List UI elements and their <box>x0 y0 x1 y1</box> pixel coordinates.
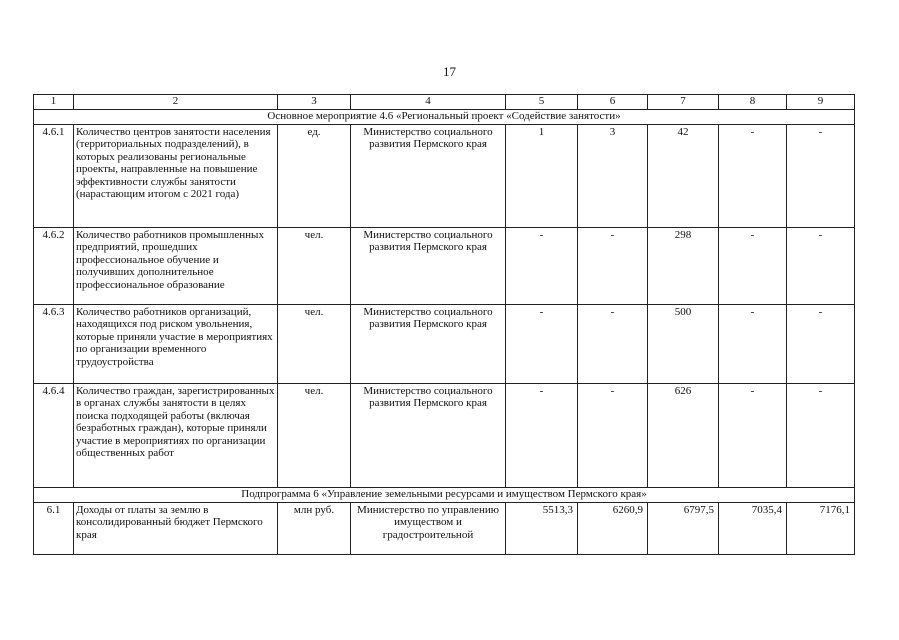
indicator-name: Количество центров занятости населения (территориальных подразделений), в которых реализованы региональные проекты, направленные на повышение эффективности службы занятости (нарастающим итогом с 2021 года) <box>74 125 278 228</box>
value-cell: 7035,4 <box>719 503 787 555</box>
unit-cell: чел. <box>278 384 351 488</box>
column-number: 9 <box>787 95 855 110</box>
unit-cell: чел. <box>278 228 351 305</box>
row-code: 4.6.1 <box>34 125 74 228</box>
section-row <box>34 488 855 503</box>
responsible-org: Министерство социального развития Пермского края <box>351 125 506 228</box>
value-cell: - <box>578 384 648 488</box>
value-cell: 1 <box>506 125 578 228</box>
value-cell: - <box>578 228 648 305</box>
value-cell: - <box>787 228 855 305</box>
value-cell: 7176,1 <box>787 503 855 555</box>
value-cell: - <box>787 305 855 384</box>
value-cell: 6797,5 <box>648 503 719 555</box>
value-cell: - <box>787 125 855 228</box>
indicator-name: Доходы от платы за землю в консолидированный бюджет Пермского края <box>74 503 278 555</box>
value-cell: - <box>719 305 787 384</box>
column-number-row <box>34 95 855 110</box>
table-row <box>34 305 855 384</box>
value-cell: - <box>787 384 855 488</box>
value-cell: - <box>719 125 787 228</box>
value-cell: 298 <box>648 228 719 305</box>
row-code: 4.6.4 <box>34 384 74 488</box>
responsible-org: Министерство по управлению имуществом и градостроительной <box>351 503 506 555</box>
value-cell: 42 <box>648 125 719 228</box>
column-number: 3 <box>278 95 351 110</box>
value-cell: - <box>719 228 787 305</box>
indicators-table <box>33 94 855 555</box>
value-cell: 3 <box>578 125 648 228</box>
column-number: 1 <box>34 95 74 110</box>
indicator-name: Количество работников промышленных предприятий, прошедших профессиональное обучение и получивших дополнительное профессиональное образование <box>74 228 278 305</box>
unit-cell: чел. <box>278 305 351 384</box>
column-number: 8 <box>719 95 787 110</box>
table-row <box>34 503 855 555</box>
indicator-name: Количество работников организаций, находящихся под риском увольнения, которые приняли участие в мероприятиях по организации временного трудоустройства <box>74 305 278 384</box>
value-cell: - <box>506 305 578 384</box>
responsible-org: Министерство социального развития Пермского края <box>351 384 506 488</box>
value-cell: - <box>719 384 787 488</box>
value-cell: - <box>506 384 578 488</box>
column-number: 6 <box>578 95 648 110</box>
unit-cell: ед. <box>278 125 351 228</box>
table-row <box>34 228 855 305</box>
column-number: 7 <box>648 95 719 110</box>
value-cell: - <box>506 228 578 305</box>
value-cell: 626 <box>648 384 719 488</box>
row-code: 6.1 <box>34 503 74 555</box>
row-code: 4.6.2 <box>34 228 74 305</box>
column-number: 2 <box>74 95 278 110</box>
column-number: 5 <box>506 95 578 110</box>
responsible-org: Министерство социального развития Пермского края <box>351 305 506 384</box>
value-cell: 5513,3 <box>506 503 578 555</box>
table-row <box>34 384 855 488</box>
section-row <box>34 110 855 125</box>
unit-cell: млн руб. <box>278 503 351 555</box>
table-row <box>34 125 855 228</box>
value-cell: 500 <box>648 305 719 384</box>
responsible-org: Министерство социального развития Пермского края <box>351 228 506 305</box>
value-cell: 6260,9 <box>578 503 648 555</box>
column-number: 4 <box>351 95 506 110</box>
section-title: Основное мероприятие 4.6 «Региональный проект «Содействие занятости» <box>34 110 855 125</box>
row-code: 4.6.3 <box>34 305 74 384</box>
page-number: 17 <box>443 64 456 79</box>
value-cell: - <box>578 305 648 384</box>
indicator-name: Количество граждан, зарегистрированных в органах службы занятости в целях поиска подходящей работы (включая безработных граждан), которые приняли участие в мероприятиях по организации общественных работ <box>74 384 278 488</box>
section-title: Подпрограмма 6 «Управление земельными ресурсами и имуществом Пермского края» <box>34 488 855 503</box>
